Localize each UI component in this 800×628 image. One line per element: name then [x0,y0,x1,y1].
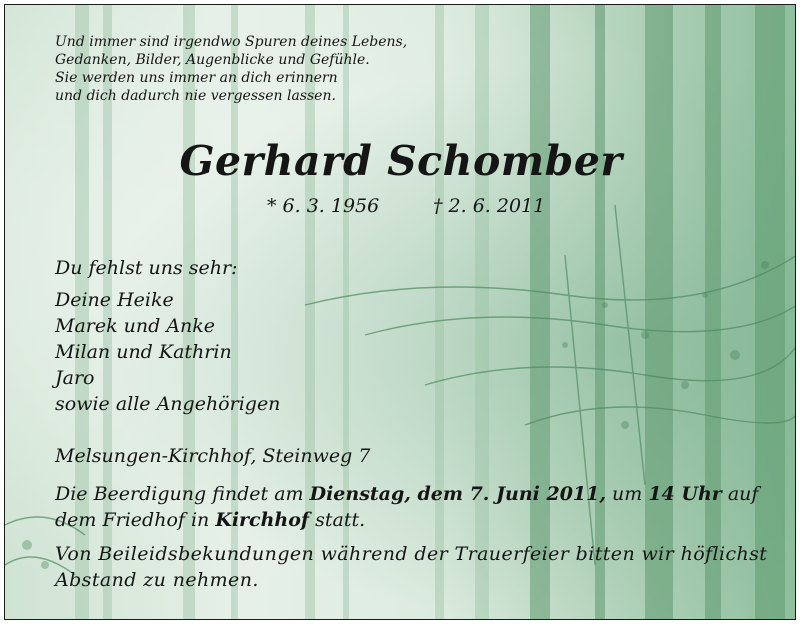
funeral-time: 14 Uhr [648,483,722,505]
poem-line: Sie werden uns immer an dich erinnern [55,70,338,86]
funeral-place: Kirchhof [215,509,310,531]
mourner: Deine Heike [55,289,174,311]
funeral-day: Dienstag, dem 7. Juni 2011, [309,483,606,505]
deceased-name: Gerhard Schomber [179,137,623,185]
mourner: Marek und Anke [55,315,216,337]
mourner: sowie alle Angehörigen [55,393,281,415]
mourner: Jaro [55,367,95,389]
funeral-text: auf [721,483,759,505]
funeral-text: statt. [309,509,366,531]
address: Melsungen-Kirchhof, Steinweg 7 [55,445,371,467]
funeral-line-1 [55,481,758,507]
obituary-notice [4,4,796,620]
poem [55,33,407,105]
mourners-list [55,287,280,417]
poem-line: Gedanken, Bilder, Augenblicke und Gefühle. [55,52,370,68]
mourner: Milan und Kathrin [55,341,232,363]
poem-line: Und immer sind irgendwo Spuren deines Lebens, [55,34,408,50]
funeral-text: um [605,483,649,505]
missed-heading: Du fehlst uns sehr: [55,257,238,279]
condolence-line: Von Beileidsbekundungen während der Trauerfeier bitten wir höflichst [55,543,768,565]
birth-date: * 6. 3. 1956 [267,195,380,217]
death-date: † 2. 6. 2011 [433,195,546,217]
funeral-info [55,481,758,533]
condolence-line: Abstand zu nehmen. [55,569,259,591]
funeral-text: Die Beerdigung findet am [55,483,310,505]
poem-line: und dich dadurch nie vergessen lassen. [55,88,336,104]
funeral-text: dem Friedhof in [55,509,216,531]
condolence-note [55,541,767,593]
funeral-line-2 [55,507,758,533]
